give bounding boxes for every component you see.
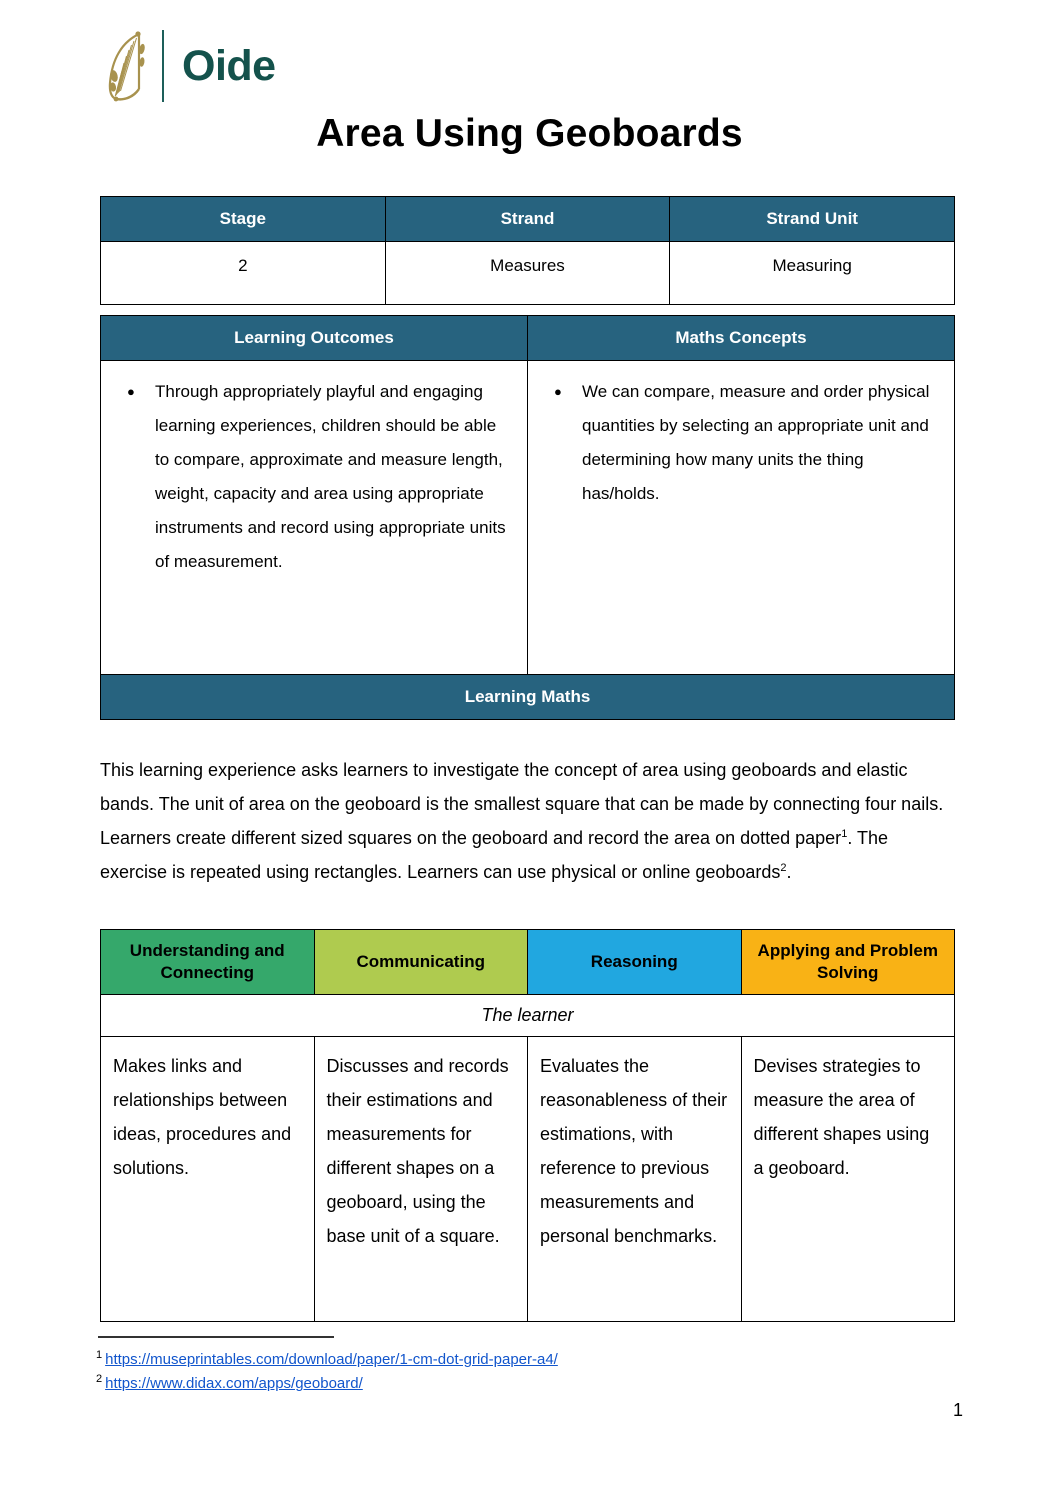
column-header-strand-unit: Strand Unit <box>670 197 955 242</box>
column-header-applying-and-problem-solving: Applying and Problem Solving <box>741 930 955 995</box>
cell-the-learner: The learner <box>101 995 955 1037</box>
cell-stage-value: 2 <box>101 242 386 305</box>
column-header-maths-concepts: Maths Concepts <box>528 316 955 361</box>
column-header-learning-outcomes: Learning Outcomes <box>101 316 528 361</box>
list-item: ● We can compare, measure and order physical quantities by selecting an appropriate unit and determining how many units the thing has/holds. <box>546 375 936 511</box>
page-number: 1 <box>952 1400 963 1420</box>
list-item: ● Through appropriately playful and engaging learning experiences, children should be able to compare, approximate and measure length, weight, capacity and area using appropriate instruments and record using appropriate units of measurement. <box>119 375 509 579</box>
cell-maths-concepts <box>528 361 955 683</box>
column-header-stage: Stage <box>101 197 386 242</box>
table-row-header <box>101 930 955 995</box>
oide-logo <box>98 28 276 104</box>
cell-reasoning: Evaluates the reasonableness of their estimations, with reference to previous measurements and personal benchmarks. <box>528 1037 742 1322</box>
table-row-header <box>101 197 955 242</box>
footnotes <box>96 1348 956 1396</box>
column-header-reasoning: Reasoning <box>528 930 742 995</box>
table-row <box>101 1037 955 1322</box>
paragraph-part-2: . The exercise is repeated using rectangles. Learners can use physical or online geoboards <box>100 828 889 882</box>
table-row-header <box>101 316 955 361</box>
footnote-ref-1[interactable]: 1 <box>841 828 848 840</box>
learning-outcomes-list <box>119 375 509 579</box>
cell-strand-unit-value: Measuring <box>670 242 955 305</box>
page-title: Area Using Geoboards <box>316 112 743 155</box>
paragraph-part-1: This learning experience asks learners to investigate the concept of area using geoboards and elastic bands. The unit of area on the geoboard is the smallest square that can be made by connecting four nails. Learners create different sized squares on the geoboard and record the area on dotted paper <box>100 760 944 848</box>
learning-maths-banner: Learning Maths <box>100 674 955 720</box>
table-row-learner <box>101 995 955 1037</box>
footnote-2-link[interactable]: https://www.didax.com/apps/geoboard/ <box>105 1375 363 1392</box>
footnote-1-link[interactable]: https://museprintables.com/download/paper/1-cm-dot-grid-paper-a4/ <box>105 1351 558 1368</box>
cell-communicating: Discusses and records their estimations and measurements for different shapes on a geoboard, using the base unit of a square. <box>314 1037 528 1322</box>
stage-strand-table <box>100 196 955 305</box>
cell-strand-value: Measures <box>385 242 670 305</box>
outcomes-concepts-table <box>100 315 955 683</box>
column-header-understanding-and-connecting: Understanding and Connecting <box>101 930 315 995</box>
column-header-strand: Strand <box>385 197 670 242</box>
cell-understanding-and-connecting: Makes links and relationships between ideas, procedures and solutions. <box>101 1037 315 1322</box>
column-header-communicating: Communicating <box>314 930 528 995</box>
cell-learning-outcomes <box>101 361 528 683</box>
logo-divider <box>162 30 164 102</box>
footnote-1 <box>96 1348 956 1372</box>
skills-table <box>100 929 955 1322</box>
footnote-ref-2[interactable]: 2 <box>780 862 787 874</box>
footnote-separator <box>98 1336 334 1338</box>
table-row <box>101 361 955 683</box>
cell-applying-and-problem-solving: Devises strategies to measure the area of different shapes using a geoboard. <box>741 1037 955 1322</box>
irish-harp-icon <box>98 29 150 103</box>
footnote-1-number: 1 <box>96 1349 103 1361</box>
logo-wordmark: Oide <box>182 41 276 90</box>
paragraph-part-3: . <box>786 862 792 882</box>
body-paragraph <box>100 753 960 889</box>
maths-concepts-list <box>546 375 936 511</box>
table-row <box>101 242 955 305</box>
footnote-2-number: 2 <box>96 1373 103 1385</box>
footnote-2 <box>96 1372 956 1396</box>
